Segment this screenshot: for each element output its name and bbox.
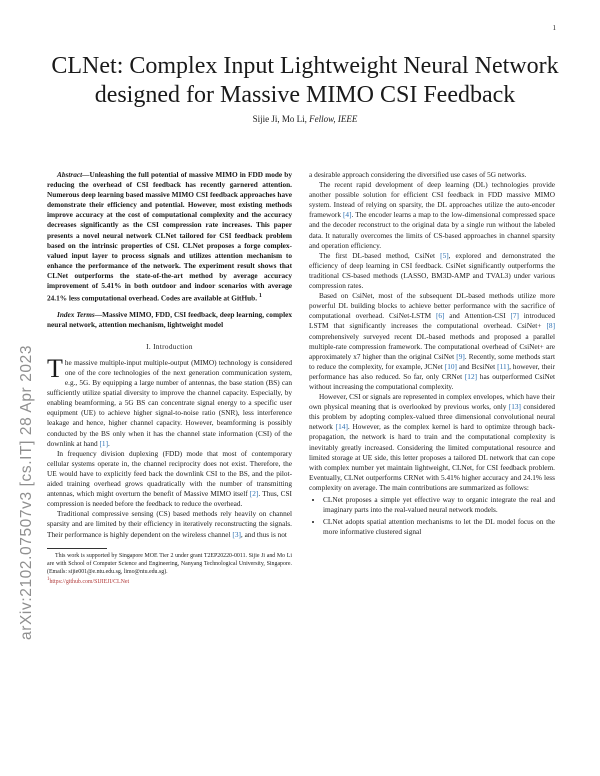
citation-link[interactable]: [14] [335,422,348,432]
citation-link[interactable]: [13] [508,402,521,412]
citation-link[interactable]: [10] [444,361,457,371]
intro-paragraph-1: The massive multiple-input multiple-output (MIMO) technology is considered one of the core technologies of the next generation communication system, e.g., 5G. By equipping a large number of antennas, the base station (BS) can sufficiently utilize spatial diversity to improve the channel capacity. Especially, by enabling beamforming, a 5G BS can concentrate signal energy to a specific user equipment (UE) to achieve higher signal-to-noise ratio (SNR), less interference leakage and hence, higher channel capacity. However, beamforming is possibly conducted by the BS only when it has the channel state information (CSI) of the downlink at hand [1]. [47,353,292,448]
citation-link[interactable]: [9] [456,351,465,361]
arxiv-identifier-stamp: arXiv:2102.07507v3 [cs.IT] 28 Apr 2023 [18,344,35,640]
page-number: 1 [552,24,556,32]
github-link[interactable]: https://github.com/SIJIEJI/CLNet [49,578,130,585]
citation-link[interactable]: [6] [435,311,445,321]
section-title: Introduction [153,341,193,351]
abstract-footnote-mark: 1 [258,293,262,300]
author-fellow: Fellow, IEEE [309,114,358,124]
left-column [47,170,292,586]
abstract [47,170,292,304]
right-paragraph-2: The recent rapid development of deep learning (DL) technologies provide another possible solution for efficient CSI feedback in FDD massive MIMO system. Instead of relying on sparsity, the DL approaches utilize the auto-encoder framework [4]. The encoder learns a map to the low-dimensional compressed space and the decoder reconstruct to the original data by a single run without the labeled data. It naturally overcomes the limits of CS-based approaches in channel sparsity and operation efficiency. [309,180,555,250]
drop-cap: T [47,353,63,383]
right-paragraph-1: a desirable approach considering the diversified use cases of 5G networks. [309,170,527,179]
citation-link[interactable]: [8] [546,321,555,331]
github-footnote [47,576,292,586]
abstract-label: Abstract [57,170,83,179]
funding-footnote: This work is supported by Singapore MOE Tier 2 under grant T2EP20220-0011. Sijie Ji and Mo Li are with School of Computer Science and Engineering, Nanyang Technological University, Singapore. (Emails: sijie001@e.ntu.edu.sg, limo@ntu.edu.sg). [47,552,292,575]
index-terms [47,310,292,330]
right-paragraph-3: The first DL-based method, CsiNet [5], explored and demonstrated the efficiency of deep learning in CSI feedback. CsiNet significantly outperforms the traditional CS-based methods (LASSO, BM3D-AMP and TVAL3) under various compression rates. [309,250,555,291]
citation-link[interactable]: [12] [464,371,478,381]
right-paragraph-5: However, CSI or signals are represented in complex envelopes, which have their own physical meaning that is overlooked by previous works, only [13] considered this problem by adopting complex-valued three dimensional convolutional neural network [14]. However, as the complex kernel is hard to optimize through back-propagation, the network is hard to train and the computational complexity is inevitably greatly increased. Considering the limited computational resource and limited storage at UE side, this letter proposes a tailored DL network that can cope with complex number yet maintain lightweight, CLNet, for CSI feedback problem. Eventually, CLNet outperforms CRNet with 5.41% higher accuracy and 24.1% less complexity on average. The main contributions are summarized as follows: [309,392,556,492]
citation-link[interactable]: [5] [440,250,449,260]
right-paragraph-4: Based on CsiNet, most of the subsequent DL-based methods utilize more powerful DL building blocks to achieve better performance with the sacrifice of computational overhead. CsiNet-LSTM [6] and Attention-CSI [7] introduced LSTM that significantly increases the computational overhead. CsiNet+ [8] comprehensively surveyed recent DL-based methods and proposed a parallel multiple-rate compression framework. The computational overhead of CsiNet+ are approximately x7 higher than the original CsiNet [9]. Recently, some methods start to reduce the complexity, for example, JCNet [10] and BcsiNet [11], however, their performance has also reduced. So far, only CRNet [12] has outperformed CsiNet without increasing the computational complexity. [309,291,556,391]
citation-link[interactable]: [4] [343,210,352,220]
footnote-mark: 1 [47,576,50,582]
citation-link[interactable]: [11] [497,361,510,371]
intro-paragraph-3: Traditional compressive sensing (CS) based methods rely heavily on channel sparsity and are limited by their efficiency in iteratively reconstructing the signals. Their performance is highly dependent on the wireless channel [3], and thus is not [47,509,292,539]
citation-link[interactable]: [3] [232,529,241,539]
abstract-text: —Unleashing the full potential of massive MIMO in FDD mode by reducing the overhead of CSI feedback has recently garnered attention. Numerous deep learning based massive MIMO CSI feedback approaches have demonstrate their efficiency and potential. However, most existing methods improve accuracy at the cost of computational complexity and the accuracy decreases significantly as the CSI compression rate increases. This paper presents a novel neural network CLNet tailored for CSI feedback problem based on the intrinsic properties of CSI. CLNet proposes a forge complex-valued input layer to process signals and utilizes attention mechanism to enhance the performance of the network. The experiment result shows that CLNet outperforms the state-of-the-art method by average accuracy improvement of 5.41% in both outdoor and indoor scenarios with average 24.1% less computational overhead. Codes are available at GitHub. [47,170,292,303]
citation-link[interactable]: [2] [249,489,259,499]
index-terms-text: —Massive MIMO, FDD, CSI feedback, deep learning, complex neural network, attention mechanism, lightweight model [47,309,292,329]
author-names: Sijie Ji, Mo Li, [252,114,307,124]
section-heading [47,342,292,352]
index-terms-label: Index Terms [57,309,95,319]
author-line [40,114,570,124]
contribution-item: • CLNet adopts spatial attention mechanisms to let the DL model focus on the more informative clustered signal [323,517,555,537]
section-number: I. [146,341,152,351]
right-column [309,170,555,539]
contribution-item: • CLNet proposes a simple yet effective way to organic integrate the real and imaginary parts into the real-valued neural network models. [323,495,555,515]
footnote-divider [47,548,107,549]
contributions-list [309,495,555,537]
paper-title: CLNet: Complex Input Lightweight Neural Network designed for Massive MIMO CSI Feedback [51,53,559,108]
intro-paragraph-2: In frequency division duplexing (FDD) mode that most of contemporary cellular systems operate in, the channel reciprocity does not exist. Therefore, the UE would have to explicitly feed back the downlink CSI to the BS, and the pilot-aided training overhead grows quadratically with the number of transmitting antennas, which might overturn the benefit of Massive MIMO itself [2]. Thus, CSI compression is needed before the feedback to reduce the overhead. [47,448,292,509]
citation-link[interactable]: [1] [99,438,109,448]
citation-link[interactable]: [7] [510,311,519,321]
